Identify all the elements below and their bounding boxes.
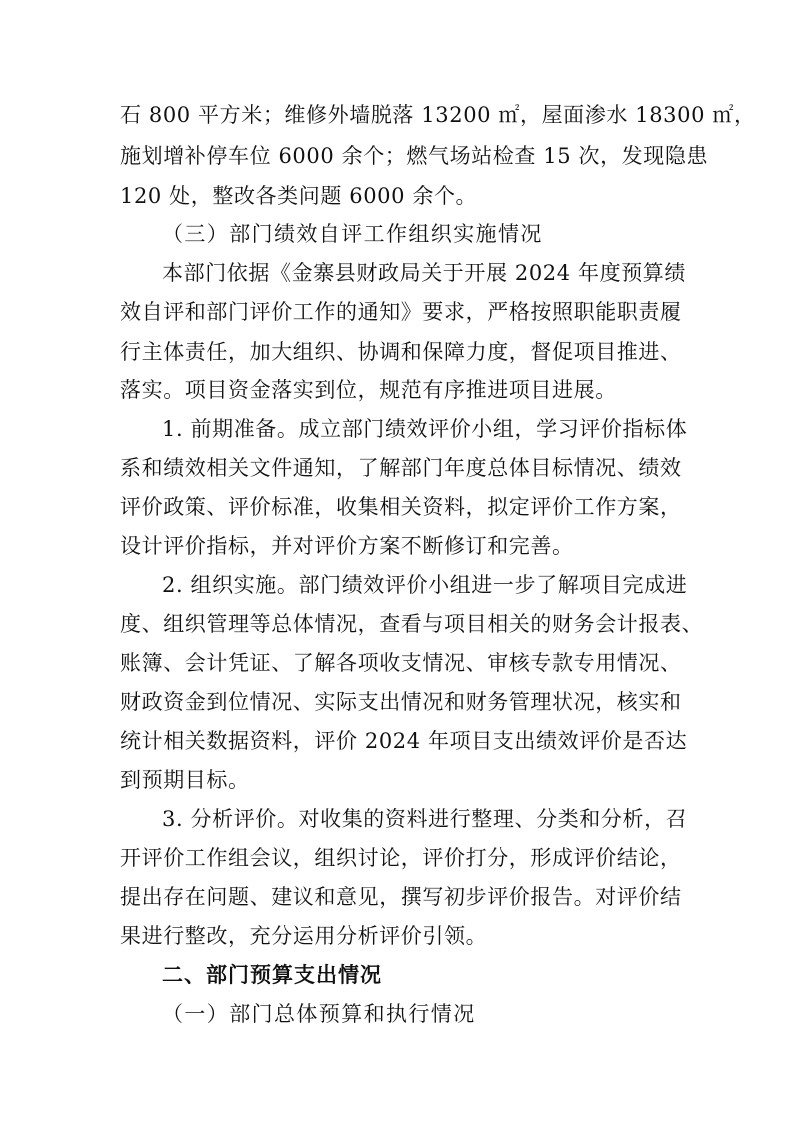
text-line: 系和绩效相关文件通知，了解部门年度总体目标情况、绩效 xyxy=(120,456,682,480)
text-line: 120 处，整改各类问题 6000 余个。 xyxy=(120,184,478,208)
text-line: 度、组织管理等总体情况，查看与项目相关的财务会计报表、 xyxy=(120,612,704,636)
text-line: 行主体责任，加大组织、协调和保障力度，督促项目推进、 xyxy=(120,340,682,364)
text-line: 财政资金到位情况、实际支出情况和财务管理状况，核实和 xyxy=(120,690,682,714)
text-line: 果进行整改，充分运用分析评价引领。 xyxy=(120,924,488,948)
text-line: 效自评和部门评价工作的通知》要求，严格按照职能职责履 xyxy=(120,300,682,324)
paragraph-first-line: 3. 分析评价。对收集的资料进行整理、分类和分析，召 xyxy=(162,807,688,831)
section-heading: 二、部门预算支出情况 xyxy=(162,963,382,987)
text-line: 设计评价指标，并对评价方案不断修订和完善。 xyxy=(120,534,574,558)
text-line: 账簿、会计凭证、了解各项收支情况、审核专款专用情况、 xyxy=(120,651,682,675)
text-line: 提出存在问题、建议和意见，撰写初步评价报告。对评价结 xyxy=(120,885,682,909)
section-subheading: （一）部门总体预算和执行情况 xyxy=(162,1002,476,1026)
paragraph-first-line: 本部门依据《金寨县财政局关于开展 2024 年度预算绩 xyxy=(162,261,686,285)
paragraph-first-line: 1. 前期准备。成立部门绩效评价小组，学习评价指标体 xyxy=(162,417,688,441)
section-subheading: （三）部门绩效自评工作组织实施情况 xyxy=(162,222,543,246)
text-line: 石 800 平方米；维修外墙脱落 13200 ㎡，屋面渗水 18300 ㎡， xyxy=(120,103,756,127)
text-line: 落实。项目资金落实到位，规范有序推进项目进展。 xyxy=(120,378,617,402)
text-line: 评价政策、评价标准，收集相关资料，拟定评价工作方案， xyxy=(120,495,682,519)
text-line: 开评价工作组会议，组织讨论，评价打分，形成评价结论， xyxy=(120,846,682,870)
text-line: 施划增补停车位 6000 余个；燃气场站检查 15 次，发现隐患 xyxy=(120,144,709,168)
text-line: 到预期目标。 xyxy=(120,768,250,792)
text-line: 统计相关数据资料，评价 2024 年项目支出绩效评价是否达 xyxy=(120,729,688,753)
paragraph-first-line: 2. 组织实施。部门绩效评价小组进一步了解项目完成进 xyxy=(162,573,688,597)
